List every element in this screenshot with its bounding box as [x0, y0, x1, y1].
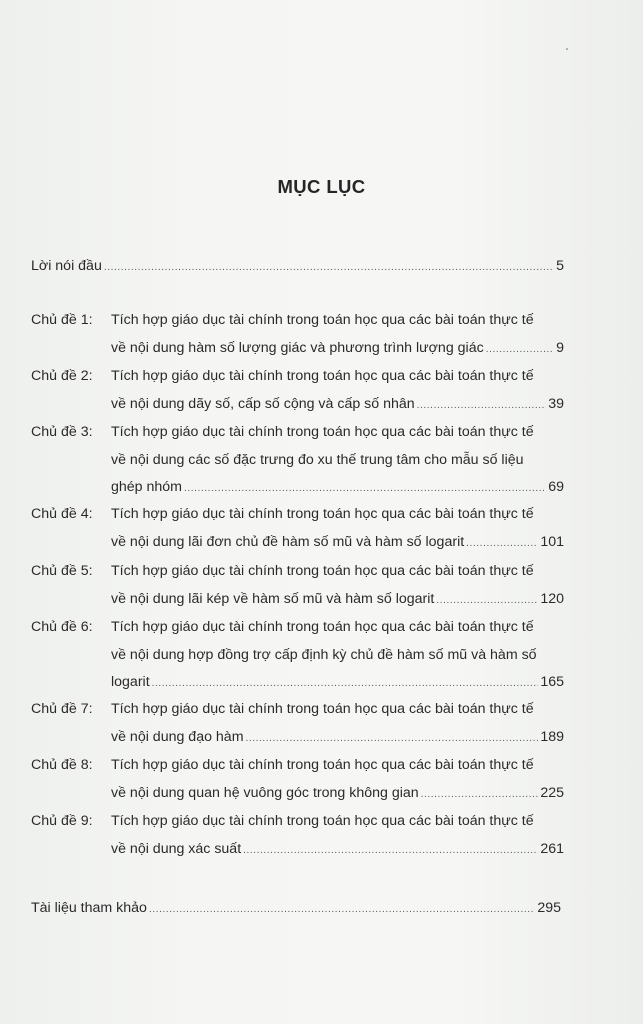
paper-speck	[566, 48, 568, 50]
toc-chapter-title-line: logarit	[111, 674, 150, 690]
toc-entry-chapter-4[interactable]	[111, 532, 564, 552]
toc-chapter-title-line: ghép nhóm	[111, 479, 182, 495]
toc-entry-page: 189	[540, 728, 564, 745]
toc-chapter-label: Chủ đề 3:	[31, 424, 93, 440]
toc-entry-page: 101	[540, 533, 564, 550]
dot-leader	[184, 479, 546, 499]
toc-entry-page: 5	[556, 258, 564, 274]
toc-chapter-label: Chủ đề 7:	[31, 701, 93, 717]
toc-entry-chapter-6[interactable]	[111, 672, 564, 692]
toc-entry-page: 69	[548, 479, 564, 495]
dot-leader	[466, 534, 538, 554]
toc-entry-references[interactable]	[31, 898, 561, 918]
toc-chapter-title-line: về nội dung xác suất	[111, 840, 242, 857]
toc-entry-chapter-8[interactable]	[111, 783, 564, 803]
toc-entry-chapter-9[interactable]	[111, 839, 564, 859]
dot-leader	[417, 396, 547, 416]
page-title: MỤC LỤC	[277, 176, 366, 197]
toc-entry-page: 9	[556, 339, 564, 356]
toc-chapter-label: Chủ đề 5:	[31, 563, 93, 579]
toc-entry-chapter-7[interactable]	[111, 727, 564, 747]
dot-leader	[246, 729, 539, 749]
toc-chapter-title-line: Tích hợp giáo dục tài chính trong toán học qua các bài toán thực tế	[111, 312, 534, 328]
toc-chapter-label: Chủ đề 9:	[31, 813, 93, 829]
toc-chapter-label: Chủ đề 4:	[31, 506, 93, 522]
toc-entry-page: 261	[540, 840, 564, 857]
toc-chapter-title-line: Tích hợp giáo dục tài chính trong toán học qua các bài toán thực tế	[111, 424, 534, 440]
toc-entry-page: 225	[540, 784, 564, 801]
toc-chapter-title-line: Tích hợp giáo dục tài chính trong toán học qua các bài toán thực tế	[111, 813, 534, 829]
toc-chapter-title-line: Tích hợp giáo dục tài chính trong toán học qua các bài toán thực tế	[111, 506, 534, 522]
toc-entry-preface[interactable]	[31, 256, 564, 276]
dot-leader	[104, 258, 554, 278]
toc-chapter-title-line: về nội dung các số đặc trưng đo xu thế trung tâm cho mẫu số liệu	[111, 451, 524, 468]
toc-entry-label: Lời nói đầu	[31, 258, 102, 274]
toc-entry-page: 295	[537, 900, 561, 916]
toc-chapter-title-line: về nội dung dãy số, cấp số cộng và cấp số nhân	[111, 395, 415, 412]
dot-leader	[486, 340, 554, 360]
toc-chapter-title-line: về nội dung quan hệ vuông góc trong không gian	[111, 784, 419, 801]
dot-leader	[152, 674, 539, 694]
toc-entry-chapter-3[interactable]	[111, 477, 564, 497]
toc-chapter-title-line: Tích hợp giáo dục tài chính trong toán học qua các bài toán thực tế	[111, 701, 534, 717]
dot-leader	[436, 591, 538, 611]
toc-chapter-label: Chủ đề 2:	[31, 368, 93, 384]
toc-chapter-title-line: về nội dung lãi đơn chủ đề hàm số mũ và hàm số logarit	[111, 533, 465, 550]
toc-entry-page: 165	[540, 674, 564, 690]
toc-entry-chapter-1[interactable]	[111, 338, 564, 358]
dot-leader	[149, 900, 535, 920]
toc-chapter-title-line: Tích hợp giáo dục tài chính trong toán học qua các bài toán thực tế	[111, 563, 534, 579]
toc-chapter-title-line: về nội dung lãi kép về hàm số mũ và hàm số logarit	[111, 590, 435, 607]
toc-chapter-title-line: Tích hợp giáo dục tài chính trong toán học qua các bài toán thực tế	[111, 757, 534, 773]
toc-chapter-label: Chủ đề 6:	[31, 619, 93, 635]
toc-chapter-title-line: về nội dung đạo hàm	[111, 728, 244, 745]
dot-leader	[243, 841, 538, 861]
toc-entry-page: 120	[540, 590, 564, 607]
toc-entry-label: Tài liệu tham khảo	[31, 900, 147, 916]
toc-chapter-title-line: về nội dung hợp đồng trợ cấp định kỳ chủ đề hàm số mũ và hàm số	[111, 646, 537, 663]
toc-chapter-title-line: Tích hợp giáo dục tài chính trong toán học qua các bài toán thực tế	[111, 619, 534, 635]
dot-leader	[421, 785, 539, 805]
toc-chapter-label: Chủ đề 1:	[31, 312, 93, 328]
toc-chapter-title-line: Tích hợp giáo dục tài chính trong toán học qua các bài toán thực tế	[111, 368, 534, 384]
toc-entry-chapter-5[interactable]	[111, 589, 564, 609]
toc-chapter-title-line: về nội dung hàm số lượng giác và phương trình lượng giác	[111, 339, 484, 356]
toc-entry-page: 39	[548, 395, 564, 412]
toc-entry-chapter-2[interactable]	[111, 394, 564, 414]
toc-chapter-label: Chủ đề 8:	[31, 757, 93, 773]
